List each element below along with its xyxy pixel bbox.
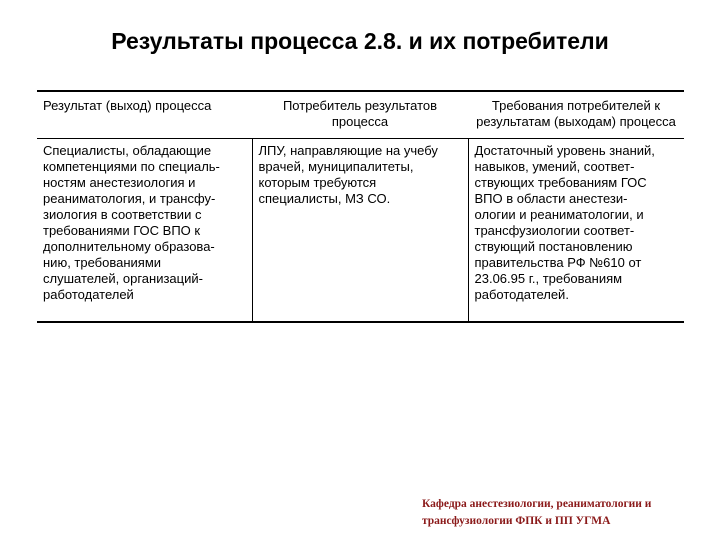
results-table <box>37 90 684 323</box>
table-header-row <box>37 91 684 139</box>
cell-consumer: ЛПУ, направляющие на учебу врачей, муниципалитеты, которым требуются специалисты, МЗ СО. <box>252 139 468 323</box>
cell-requirements: Достаточный уровень знаний, навыков, умений, соответ- ствующих требованиям ГОС ВПО в области анестези- ологии и реаниматологии, и трансфузиологии соответ- ствующий постановлению правительства РФ №610 от 23.06.95 г., требованиям работодателей. <box>468 139 684 323</box>
page-title: Результаты процесса 2.8. и их потребители <box>111 28 609 54</box>
column-header-result: Результат (выход) процесса <box>37 91 252 139</box>
column-header-requirements: Требования потребителей к результатам (выходам) процесса <box>468 91 684 139</box>
department-footer: Кафедра анестезиологии, реаниматологии и трансфузиологии ФПК и ПП УГМА <box>422 498 652 527</box>
column-header-consumer: Потребитель результатов процесса <box>252 91 468 139</box>
table-row <box>37 139 684 323</box>
cell-result: Специалисты, обладающие компетенциями по специаль- ностям анестезиология и реаниматология, и трансфу- зиология в соответствии с требованиями ГОС ВПО к дополнительному образова- нию, требованиями слушателей, организаций- работодателей <box>37 139 252 323</box>
